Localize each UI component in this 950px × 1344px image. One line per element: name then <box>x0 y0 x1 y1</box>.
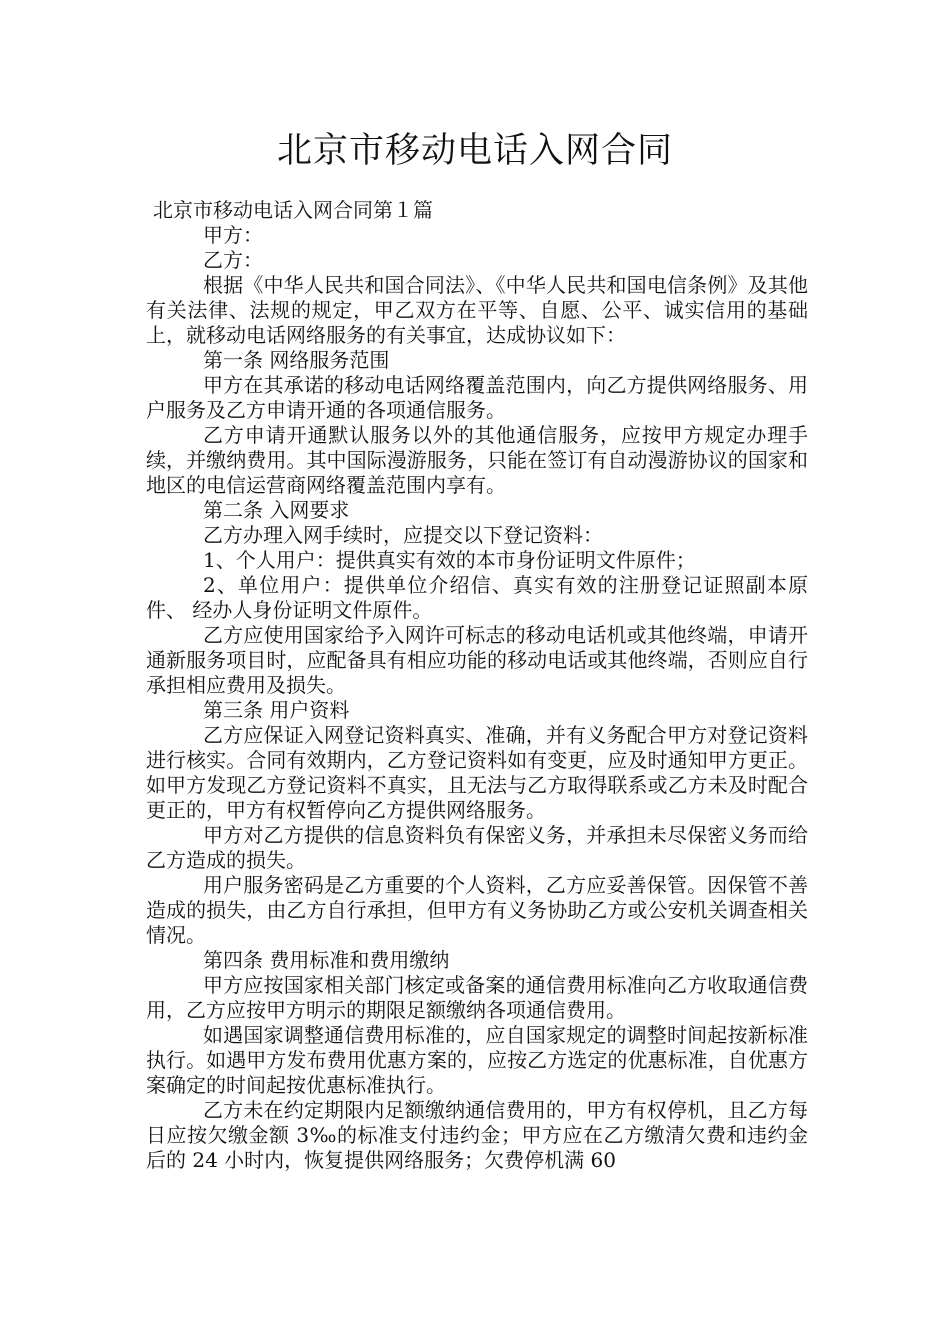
paragraph: 乙方应保证入网登记资料真实、准确，并有义务配合甲方对登记资料进行核实。合同有效期内，乙方登记资料如有变更，应及时通知甲方更正。如甲方发现乙方登记资料不真实，且无法与乙方取得联系或乙方未及时配合更正的，甲方有权暂停向乙方提供网络服务。 <box>146 723 808 822</box>
paragraph: 乙方申请开通默认服务以外的其他通信服务，应按甲方规定办理手续，并缴纳费用。其中国际漫游服务，只能在签订有自动漫游协议的国家和地区的电信运营商网络覆盖范围内享有。 <box>146 423 808 497</box>
article-heading-1: 第一条 网络服务范围 <box>203 348 390 372</box>
list-item: 1、个人用户：提供真实有效的本市身份证明文件原件； <box>203 548 696 572</box>
document-title: 北京市移动电话入网合同 <box>276 131 673 171</box>
paragraph-preamble: 根据《中华人民共和国合同法》、《中华人民共和国电信条例》及其他有关法律、法规的规定，甲乙双方在平等、自愿、公平、诚实信用的基础上，就移动电话网络服务的有关事宜，达成协议如下： <box>146 273 808 347</box>
paragraph: 乙方未在约定期限内足额缴纳通信费用的，甲方有权停机，且乙方每日应按欠缴金额 3‰的标准支付违约金；甲方应在乙方缴清欠费和违约金后的 24 小时内，恢复提供网络服务；欠费停机满 60 <box>146 1098 808 1172</box>
paragraph: 乙方应使用国家给予入网许可标志的移动电话机或其他终端，申请开通新服务项目时，应配备具有相应功能的移动电话或其他终端，否则应自行承担相应费用及损失。 <box>146 623 808 697</box>
paragraph: 甲方对乙方提供的信息资料负有保密义务，并承担未尽保密义务而给乙方造成的损失。 <box>146 823 808 872</box>
paragraph: 如遇国家调整通信费用标准的，应自国家规定的调整时间起按新标准执行。如遇甲方发布费用优惠方案的，应按乙方选定的优惠标准，自优惠方案确定的时间起按优惠标准执行。 <box>146 1023 808 1097</box>
document-subtitle: 北京市移动电话入网合同第１篇 <box>153 198 433 222</box>
article-heading-3: 第三条 用户资料 <box>203 698 350 722</box>
document-body <box>146 198 808 1173</box>
party-b-label: 乙方： <box>203 248 263 272</box>
article-heading-4: 第四条 费用标准和费用缴纳 <box>203 948 450 972</box>
paragraph: 用户服务密码是乙方重要的个人资料，乙方应妥善保管。因保管不善造成的损失，由乙方自行承担，但甲方有义务协助乙方或公安机关调查相关情况。 <box>146 873 808 947</box>
list-item: 2、单位用户：提供单位介绍信、真实有效的注册登记证照副本原件、 经办人身份证明文件原件。 <box>146 573 808 622</box>
party-a-label: 甲方： <box>203 223 263 247</box>
paragraph: 乙方办理入网手续时，应提交以下登记资料： <box>203 523 603 547</box>
paragraph: 甲方在其承诺的移动电话网络覆盖范围内，向乙方提供网络服务、用户服务及乙方申请开通的各项通信服务。 <box>146 373 808 422</box>
paragraph: 甲方应按国家相关部门核定或备案的通信费用标准向乙方收取通信费用，乙方应按甲方明示的期限足额缴纳各项通信费用。 <box>146 973 808 1022</box>
article-heading-2: 第二条 入网要求 <box>203 498 350 522</box>
